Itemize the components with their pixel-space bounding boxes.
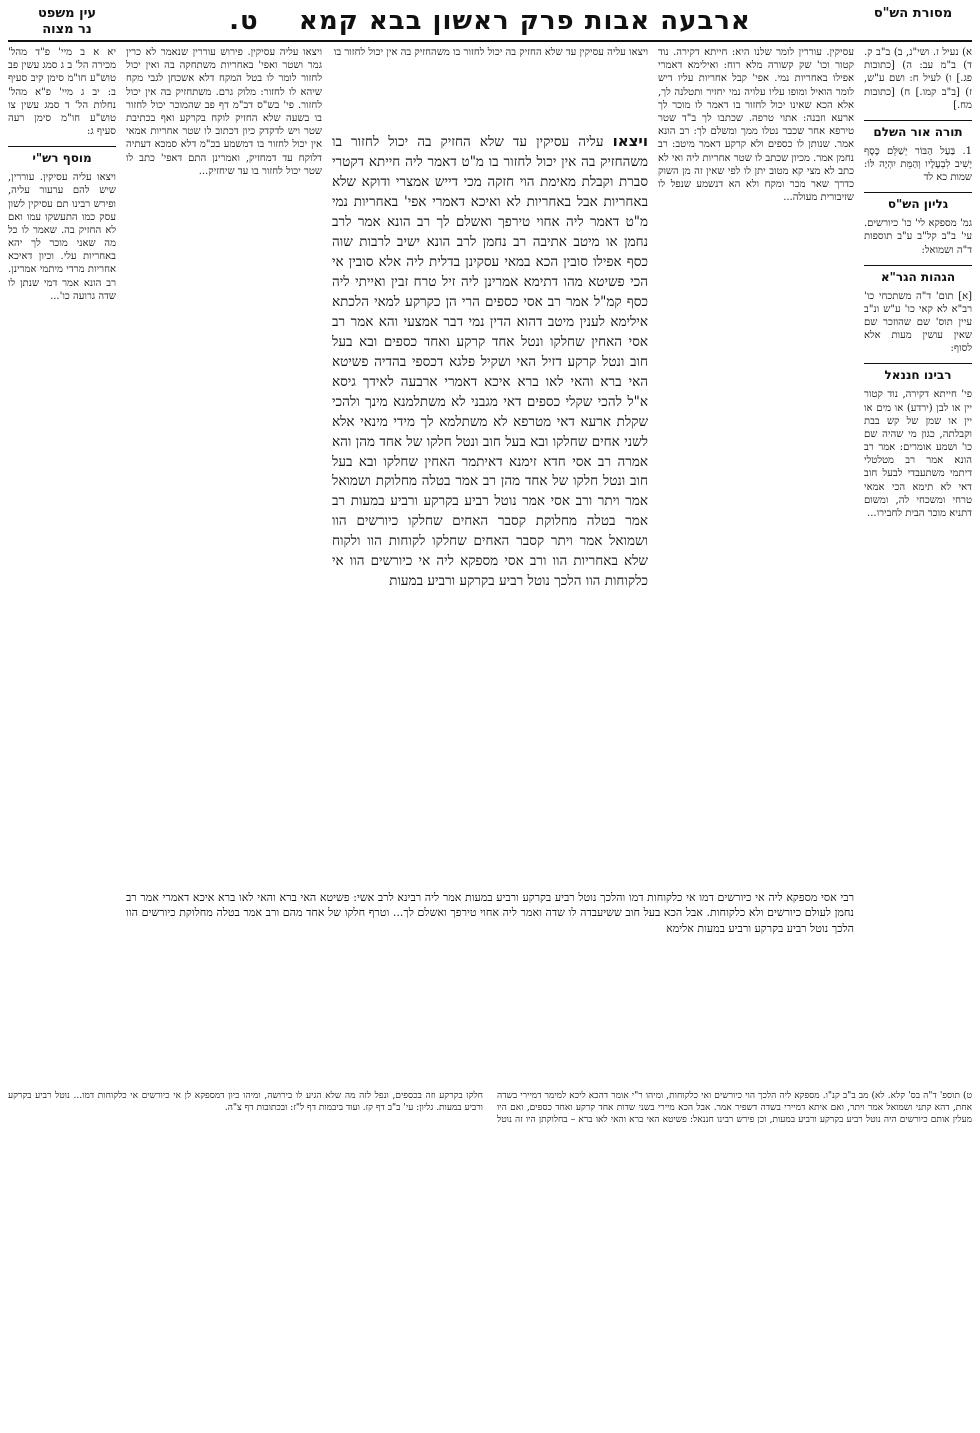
- gemara-lead-word: ויצאו: [612, 132, 648, 150]
- lower-commentary-block: רבי אסי מספקא ליה אי כיורשים דמו אי כלקוחות דמו והלכך נוטל רביע בקרקע ורביע במעות אמר ליה רבינא לרב אשי: פשיטא האי ברא והאי לאו ברא איכא דאמרי אמר רב נחמן לעולם כיורשים ולא כלקוחות. אבל הכא בעל חוב ששיעבדה לו שדה ואמר ליה אחוי טירפך ואשלם לך... וטרף חלקו של אחד מהם ורב אמר בטלה מחלוקת כיורשים הוו הלכך נוטל רביע בקרקע ורביע במעות אלימא: [126, 891, 854, 935]
- tractate-title: ארבעה אבות פרק ראשון בבא קמא: [298, 6, 751, 36]
- masoret-hashas-label: מסורת הש"ס: [873, 6, 953, 21]
- gra-heading: הגהות הגר"א: [864, 265, 972, 286]
- page-header: [8, 6, 972, 42]
- rashi-commentary: עסיקין. עוררין לומר שלנו היא: חייתא דקירה. נוד קטור וכו' שק קשורה מלא רוח: ואילימא דאמרי אפילו באחריות נמי. אפי' קבל אחריות עליו דיש לומר הואיל ומופו עליו עלויה נמי יחזיר ותטלנה לך, אלא הכא שאינו יכול לחזור בו דאמר לו מוכר לך ארעא וזבנה: אתוי טרפה. שכתבו לך ב"ד שטר טירפא אחר שכבר נטלו ממך ומשלם לך: רב הונא אמר. שנותן לו כספים ולא קרקע דאמר מיטב: רב נחמן אמר. מכיון שכתב לו שטר אחריות ליה ואי לא כתב לא מצי קא מטוב יתן לו לפי שאין זה מן השוק כדרך שאר מכר ומקח ולא הא דנשמע שנפל לו שזיבורית מעולה...: [658, 47, 854, 204]
- torah-or-heading: תורה אור השלם: [864, 120, 972, 141]
- ein-mishpat-text: יא א ב מיי' פ"ד מהל' מכירה הל' ב ג סמג עשין פב טוש"ע חו"מ סימן קיב סעיף ב: יב ג מיי' פ"א מהל' נחלות הל' ד סמג עשין צו טוש"ע חו"מ סימן רעה סעיף ג:: [8, 47, 116, 138]
- folio-number: ט.: [229, 6, 259, 36]
- page-title: [8, 6, 972, 36]
- chananel-text: פי' חייתא דקירה, נוד קטור יין או לבן (ירדע) או מים או יין או שמן של קש בבת וקבלתה, כגון מי שהיה שם כו' ושמע אומרים: אמר רב הונא אמר רב מטלטלי דיתמי משתעבדי לבעל חוב דאי לא תימא הכי אמאי טרחי ומשכחי לה, ומשום דתניא מוכר הבית לחבירו...: [864, 389, 972, 519]
- torah-or-text: 1. בַּעַל הַבּוֹר יְשַׁלֵּם כֶּסֶף יָשִׁיב לִבְעָלָיו וְהַמֵּת יִהְיֶה לּוֹ: שמות כא לד: [864, 145, 972, 184]
- gilyon-heading: גליון הש"ס: [864, 192, 972, 213]
- chananel-heading: רבינו חננאל: [864, 363, 972, 384]
- musaf-rashi-text: ויצאו עליה עסיקין. עוררין, שיש להם ערעור עליה, ופירש רבינו תם עסיקין לשון עסק כמו התעשקו עמו ואם לא החזיק בה. שאמר לו כל מה שאני מוכר לך יהא באחריות עלי. וכיון דאיכא אחריות מרדי מיתמי אמרינן. רב הונא אמר דמי שנתן לו שדה גרועה כו'...: [8, 172, 116, 302]
- gemara-body: עליה עסיקין עד שלא החזיק בה יכול לחזור בו משהחזיק בה אין יכול לחזור בו מ"ט דאמר ליה חייתא דקטרי סברת וקבלת מאימת הוי חזקה מכי דייש אמצרי ודוקא שלא באחריות אבל באחריות לא ואיכא דאמרי אפי' באחריות נמי מ"ט דאמר ליה אחוי טירפך ואשלם לך רב הונא אמר לרב נחמן או מיטב אתיבה רב נחמן לרב הונא ישיב לרבות שוה כסף אפילו סובין הכא במאי עסקינן בדלית ליה אלא סובין אי הכי פשיטא מהו דתימא אמרינן ליה זיל טרח זבין ואייתי ליה כסף קמ"ל אמר רב אסי כספים הרי הן כקרקע למאי הלכתא אילימא לענין מיטב דהוא הדין נמי דבר אמצעי והא אמר רב אסי האחין שחלקו ונטל אחד קרקע ואחד כספים ובא בעל חוב ונטל קרקע דזיל האי ושקיל פלגא דכספי בהדיה פשיטא האי ברא והאי לאו ברא איכא דאמרי ארבעה לאידך גיסא א"ל להכי שקלי כספים דאי מגבני לא משתלמנא מינך ולהכי שקלת ארעא דאי מטרפא לא משתלמא לך מידי מינאי אלא לשני אחים שחלקו ובא בעל חוב ונטל חלקו של אחד מהן והא אמרה רב אסי חדא זימנא דאיתמר האחין שחלקו ובא בעל חוב ונטל חלקו של אחד מהן רב אמר בטלה מחלוקת ושמואל אמר ויתר ורב אסי אמר נוטל רביע בקרקע ורביע במעות רב אמר בטלה מחלוקת קסבר האחים שחלקו כיורשים הוו ושמואל אמר ויתר קסבר האחים שחלקו לקוחות הוו ולקוח שלא באחריות הוו ורב אסי מספקא ליה אי כיורשים הוו אי כלקוחות הוו הלכך נוטל רביע בקרקע ורביע במעות: [332, 134, 648, 590]
- gemara-main-text: [332, 130, 648, 770]
- gemara-top-line: ויצאו עליה עסיקין עד שלא החזיק בה יכול לחזור בו משהחזיק בה אין יכול לחזור בו: [333, 47, 648, 58]
- footnotes-section: ט) תוספ' ד"ה בס' קלא. לא) מב ב"ב קנ"ו. מספקא ליה הלכך הוי כיורשים ואי כלקוחות, ומיהו ר"י אומר דהכא ליכא למימר דמיירי בשדה אחת, דהא קתני ושמואל אמר ויתר, ואם איתא דמיירי בשדה דשפיר אמר. אבל הכא מיירי בשני שדות אחד קרקע ואחד כספים, ואם היו מעלין אותם כיורשים היה נוטל רביע בקרקע ורביע במעות, וכן פירש רבינו חננאל: פשיטא האי ברא והאי לאו ברא – בחלוקתן היו זה נוטל חלקו בקרקע וזה בכספים, ונפל לזה מה שלא הגיע לו בירושה, ומיהו כיון דמספקא לן אי כיורשים אי כלקוחות דמו... נוטל רביע בקרקע ורביע במעות. גליון: עי' ב"ב דף קז. ועוד ביבמות דף ל"ז: ובכתובות דף צ"ה.: [8, 1091, 972, 1126]
- ein-mishpat-label: עין משפט נר מצוה: [37, 6, 97, 38]
- gra-text: [א] תום' ד"ה משתכחי כו' רב"א לא קאי כו' ע"ש ונ"ב עיין תוס' שם שהוזכר שם שאין עושין מעות אלא לסוף:: [864, 290, 972, 355]
- gilyon-text: גמ' מספקא לי' כו' כיורשים. עי' ב"ב קל"ב ע"ב תוספות ד"ה ושמואל:: [864, 218, 972, 256]
- musaf-rashi-heading: מוסף רש"י: [8, 146, 116, 167]
- tosafot-commentary: ויצאו עליה עסיקין. פירוש עוררין שנאמר לא כרין גמר ושטר ואפי' באחריות משתחקה בה ואין יכול לחזור לומר לו בטל המקח דלא אשכחן לגבי מקח שיהא לו לחזור: מלוק גרם. משתחזיק בה אין יכול לחזור. פי' בש"ס דב"מ דף פב שהמוכר יכול לחזור בו בשעה שלא החזיק לוקח בקרקע ואף בכתיבת שטר ויש לדקדק כיון דכתוב לו שטר אחריות אמאי אין יכול לחזור בו דמשמע בכ"מ דלא סמכא דעתיה דלוקח עד דמחזיק, ואמרינן התם דאפי' כתב לו שטר יכול לחזור בו עד שיחזיק...: [126, 47, 322, 177]
- masoret-references: א) נעיל ז. ושי"נ, ב) ב"ב ק. ד) ב"מ עב: ה) [כתובות פג.] ו) לעיל ח: ושם ע"ש, ז) [ב"ב קמו.] ח) [כתובות מח.]: [864, 47, 972, 111]
